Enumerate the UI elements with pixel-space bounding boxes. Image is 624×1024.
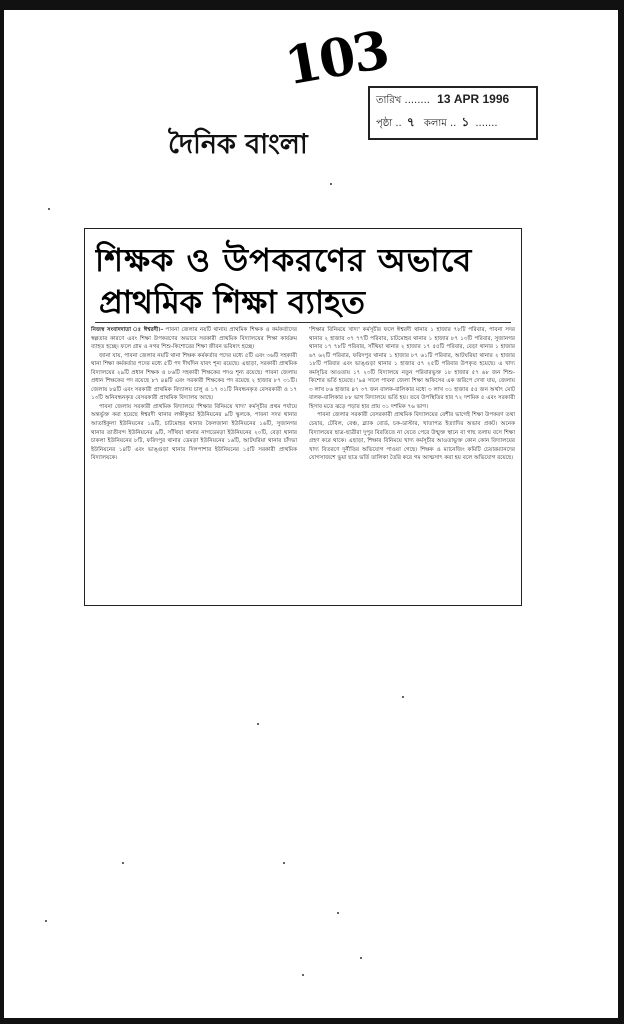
page-edge-right <box>618 0 624 1024</box>
scan-speck <box>360 957 362 959</box>
article-paragraph: পাবনা জেলায় সরকারী প্রাথমিক বিদ্যালয়ে 'শিক্ষার বিনিময়ে খাদ্য' কর্মসূচীর প্রথম পর্যায়ে অন্তর্ভুক্ত করা হয়েছে ঈশ্বরদী থানার লক্ষীকুন্ডা ইউনিয়নের ৯টি স্কুলকে, পাবনা সদর থানার আতাইকুলা ইউনিয়নের ১৯টি, চাটমোহর থানার ফৈলজানা ইউনিয়নের ১৬টি, সুজানগর থানার তাতীবন্দ ইউনিয়নের ৯টি, সাঁথিয়া থানার নাগডেমড়া ইউনিয়নের ২০টি, বেড়া থানার চাকলা ইউনিয়নের ৮টি, ফরিদপুর থানার ডেমড়া ইউনিয়নের ১৬টি, আটঘরিয়া থানার চাঁদভা ইউনিয়নের ১৪টি এবং ভাঙ্গুড়া থানার দিলপাশার ইউনিয়নের ১৫টি সরকারী প্রাথমিক বিদ্যালয়কে। <box>91 403 297 462</box>
news-clipping <box>84 228 522 606</box>
stamp-page-row: পৃষ্ঠা .. ৭ কলাম .. ১ ....... <box>376 115 498 129</box>
article-paragraph <box>91 326 297 352</box>
scan-speck <box>283 862 285 864</box>
scan-speck <box>45 920 47 922</box>
stamp-date-label: তারিখ <box>376 95 402 106</box>
stamp-column-value: ১ <box>461 115 470 129</box>
headline-line-1: শিক্ষক ও উপকরণের অভাবে <box>95 241 473 279</box>
article-column-1 <box>91 326 297 463</box>
stamp-page-value: ৭ <box>406 115 415 129</box>
scan-speck <box>330 183 332 185</box>
newspaper-masthead: দৈনিক বাংলা <box>168 129 308 160</box>
handwritten-file-number: 103 <box>280 19 393 98</box>
article-paragraph: 'শিক্ষার বিনিময়ে খাদ্য' কর্মসূচীর ফলে ঈশ্বরদী থানার ১ হাজার ৭৮টি পরিবার, পাবনা সদর থানার ২ হাজার ৩৭ ৭৭টি পরিবার, চাটমোহর থানার ১ হাজার ৮৭ ১৩টি পরিবার, সুজানগর থানার ১৭ ৭৮টি পরিবার, সাঁথিয়া থানার ২ হাজার ১৭ ৫৫টি পরিবার, বেড়া থানার ১ হাজার ৬৭ ৬২টি পরিবার, ফরিদপুর থানার ১ হাজার ৮৭ ৬১টি পরিবার, আটঘরিয়া থানার ২ হাজার ১৮টি পরিবার এবং ভাঙ্গুড়া থানার ১ হাজার ৫৭ ২৫টি পরিবার উপকৃত হয়েছে। এ খাদ্য কর্মসূচির আওতায় ১৭ ২৩টি বিদ্যালয়ে নতুন পরিবারভুক্ত ১৮ হাজার ৫৭ ৬৮ জন শিশু-কিশোর ভর্তি হয়েছে। '৯৪ সালে পাবনা জেলা শিক্ষা অফিসের এক জরিপে দেখা যায়, জেলায় ৩ লাখ ৮৬ হাজার ৪৭ ৩৭ জন বালক-বালিকার মধ্যে ৩ লাখ ৩১ হাজার ৫৫ জন অর্থাৎ মোট বালক-বালিকার ৮৮ ভাগ বিদ্যালয়ে ভর্তি হয়। তবে উপস্থিতির হার ৭২ দশমিক ৫ এবং সরকারী হিসাব মতে ঝড়ে পড়ার হার প্রায় ৩১ দশমিক ৭৬ ভাগ। <box>309 327 515 410</box>
scan-speck <box>302 974 304 976</box>
scan-speck <box>337 912 339 914</box>
scan-speck <box>122 862 124 864</box>
paragraph-text: পাবনা জেলার নয়টি থানায় প্রাথমিক শিক্ষক ও কর্মকর্তাদের স্বল্পতার কারণে এবং শিক্ষা উপকরণের অভাবে সরকারী প্রাথমিক বিদ্যালয়ের শিক্ষা কার্যক্রম ব্যাহত হচ্ছে। ফলে গ্রাম ও নগর শিশু-কিশোরের শিক্ষা জীবন ভবিষ্যৎ হচ্ছে। <box>91 327 297 351</box>
stamp-page-label: পৃষ্ঠা <box>376 118 393 129</box>
page-edge-bottom <box>0 1018 624 1024</box>
page-edge-top <box>0 0 624 10</box>
scan-speck <box>257 723 259 725</box>
stamp-column-label: কলাম <box>423 118 447 129</box>
headline-line-2: প্রাথমিক শিক্ষা ব্যাহত <box>99 283 365 321</box>
scan-speck <box>402 696 404 698</box>
article-paragraph: জানা যায়, পাবনা জেলার নয়টি থানা শিক্ষক কর্মকর্তার পদের মধ্যে ৫টি এবং ৩৬টি সহকারী থানা শিক্ষা কর্মকর্তার পদের মধ্যে ৫টি পদ দীর্ঘদিন যাবৎ শূন্য রয়েছে। এছাড়া, সরকারী প্রাথমিক বিদ্যালয়ের ২৯টি প্রধান শিক্ষক ও ৮৬টি সহকারী শিক্ষকের পদও শূন্য রয়েছে। পাবনা জেলায় প্রধান শিক্ষকের পদ রয়েছে ৮৭ ৪৪টি এবং সরকারী শিক্ষকের পদ রয়েছে ২ হাজার ৮৭ ৩১টি। জেলায় ৮৪টি এবং সরকারী প্রাথমিক বিদ্যালয় চালু ও ১৭ ৩১টি নিবন্ধনকৃত বেসরকারী ও ১৭ ১৩টি অনিবন্ধনকৃত বেসরকারী প্রাথমিক বিদ্যালয় আছে। <box>91 352 297 402</box>
scan-speck <box>48 208 50 210</box>
article-paragraph: পাবনা জেলার সরকারী বেসরকারী প্রাথমিক বিদ্যালয়ের বেশীর ভাগেই শিক্ষা উপকরণ তথা চেয়ার, টেবিল, বেঞ্চ, ব্ল্যাক বোর্ড, চক-ডাস্টার, খাতাপত্র ইত্যাদির অভাব প্রকট। অনেক বিদ্যালয়ের ছাত্র-ছাত্রীরা দুপুর বিরতিতে না যেতে পেরে উন্মুক্ত স্থানে বা গাছ তলায় বসে শিক্ষা গ্রহণ করে থাকে। এছাড়া, শিক্ষার বিনিময়ে খাদ্য কর্মসূচীর আওতাভুক্ত কোন কোন বিদ্যালয়ের খাদ্য বিতরণে দুর্নীতির অভিযোগ পাওয়া গেছে। শিক্ষক ও ম্যানেজিং কমিটি চেয়ারম্যানদের যোগসাজশে ভুয়া ছাত্র ভর্তি তালিকা তৈরি করে গম আত্মসাৎ করা হয় বলে অভিযোগ রয়েছে। <box>309 412 515 462</box>
page-edge-left <box>0 0 4 1024</box>
headline-divider <box>95 322 511 323</box>
stamp-date-row: তারিখ ........ 13 APR 1996 <box>376 92 510 106</box>
stamp-date-value: 13 APR 1996 <box>437 92 510 106</box>
article-column-2 <box>309 326 515 463</box>
byline: নিজস্ব সংবাদদাতা ঃ ঈশ্বরদী।– <box>91 327 164 333</box>
date-stamp <box>368 86 538 140</box>
